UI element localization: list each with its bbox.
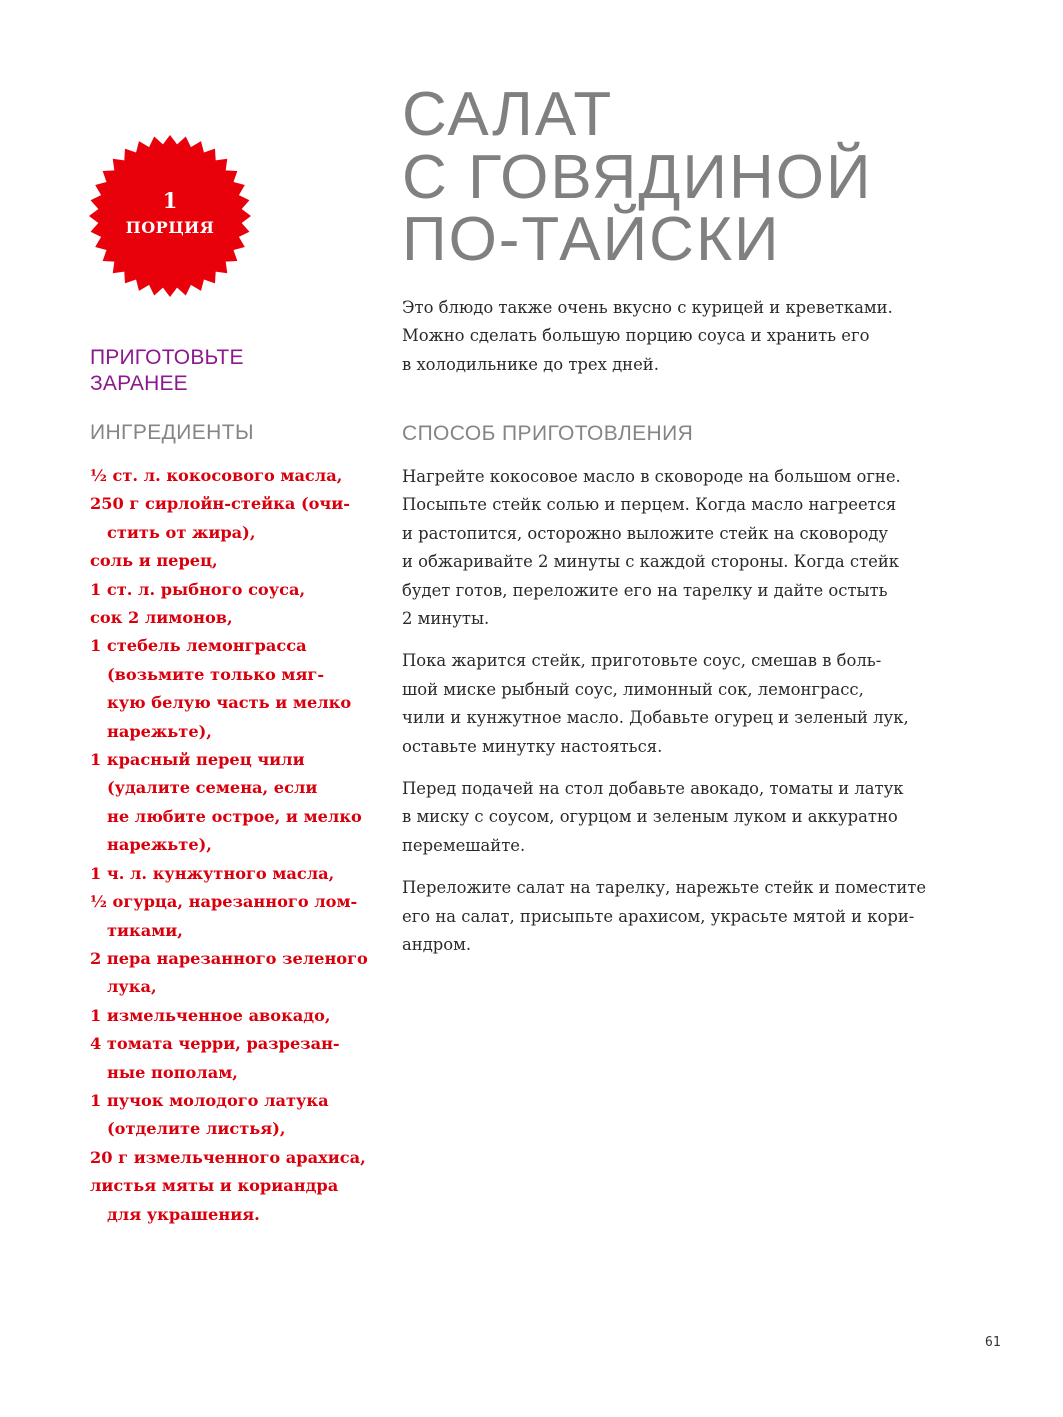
ingredient-item — [90, 632, 390, 746]
ingredient-line: 1 пучок молодого латука — [90, 1090, 329, 1110]
page-number: 61 — [985, 1335, 1001, 1350]
method-line: Переложите салат на тарелку, нарежьте стейк и поместите — [402, 878, 927, 898]
ingredient-item — [90, 1030, 390, 1087]
ingredient-line: ½ ст. л. кокосового масла, — [90, 466, 343, 485]
ingredient-line: 1 стебель лемонграсса — [90, 636, 307, 656]
ingredient-line: нарежьте), — [107, 721, 212, 741]
method-line: чили и кунжутное масло. Добавьте огурец и зеленый лук, — [402, 708, 909, 728]
prepare-ahead-line: ПРИГОТОВЬТЕ — [90, 346, 244, 369]
ingredient-item — [90, 1144, 390, 1172]
method-line: его на салат, присыпьте арахисом, украсьте мятой и кори- — [402, 906, 915, 926]
ingredient-item — [90, 1002, 390, 1030]
method-line: Перед подачей на стол добавьте авокадо, томаты и латук — [402, 779, 904, 799]
ingredient-line: тиками, — [107, 920, 183, 940]
ingredients-heading: ИНГРЕДИЕНТЫ — [90, 421, 254, 444]
method-line: и растопится, осторожно выложите стейк на сковороду — [402, 523, 889, 543]
ingredient-item — [90, 576, 390, 604]
ingredient-line: нарежьте), — [107, 835, 212, 855]
method-line: андром. — [402, 935, 472, 955]
ingredient-line: (возьмите только мяг- — [107, 664, 325, 684]
prepare-ahead-tag — [90, 345, 244, 397]
ingredient-item — [90, 547, 390, 575]
ingredient-item — [90, 945, 390, 1002]
ingredient-item — [90, 888, 390, 945]
intro-line: Можно сделать большую порцию соуса и хранить его — [402, 326, 870, 346]
method-line: в миску с соусом, огурцом и зеленым луком и аккуратно — [402, 807, 898, 827]
ingredient-item — [90, 860, 390, 888]
ingredient-line: кую белую часть и мелко — [107, 693, 352, 713]
method-step — [402, 775, 1012, 860]
ingredient-item — [90, 462, 390, 490]
method-steps — [402, 463, 1012, 974]
title-line: САЛАТ — [402, 80, 614, 149]
ingredient-line: 2 пера нарезанного зеленого — [90, 948, 368, 968]
method-line: Нагрейте кокосовое масло в сковороде на большом огне. — [402, 467, 901, 486]
servings-text — [88, 134, 252, 298]
method-line: оставьте минутку настояться. — [402, 736, 663, 756]
ingredient-line: стить от жира), — [107, 522, 256, 542]
ingredient-item — [90, 1087, 390, 1144]
recipe-intro — [402, 294, 1002, 379]
ingredient-line: 1 ч. л. кунжутного масла, — [90, 863, 335, 883]
ingredient-line: 1 измельченное авокадо, — [90, 1005, 331, 1025]
ingredient-line: не любите острое, и мелко — [107, 806, 362, 826]
ingredient-line: лука, — [107, 977, 157, 997]
ingredient-line: сок 2 лимонов, — [90, 608, 233, 628]
prepare-ahead-line: ЗАРАНЕЕ — [90, 372, 188, 395]
ingredient-line: 20 г измельченного арахиса, — [90, 1147, 366, 1167]
ingredient-line: ные пополам, — [107, 1062, 238, 1082]
ingredient-item — [90, 1172, 390, 1229]
method-step — [402, 647, 1012, 761]
servings-badge — [88, 134, 252, 298]
method-step — [402, 874, 1012, 959]
servings-number: 1 — [162, 188, 178, 213]
servings-label: ПОРЦИЯ — [125, 218, 215, 237]
intro-line: в холодильнике до трех дней. — [402, 354, 659, 374]
intro-line: Это блюдо также очень вкусно с курицей и креветками. — [402, 298, 893, 317]
method-line: шой миске рыбный соус, лимонный сок, лемонграсс, — [402, 679, 864, 699]
method-line: Посыпьте стейк солью и перцем. Когда масло нагреется — [402, 495, 897, 515]
recipe-title — [402, 80, 873, 274]
ingredient-line: 1 красный перец чили — [90, 750, 305, 770]
title-line: С ГОВЯДИНОЙ — [402, 142, 873, 212]
ingredient-line: ½ огурца, нарезанного лом- — [90, 892, 358, 912]
ingredients-list — [90, 462, 390, 1229]
ingredient-line: 1 ст. л. рыбного соуса, — [90, 579, 306, 599]
ingredient-line: 4 томата черри, разрезан- — [90, 1034, 340, 1054]
ingredient-line: (удалите семена, если — [107, 778, 318, 798]
method-step — [402, 463, 1012, 633]
method-line: будет готов, переложите его на тарелку и дайте остыть — [402, 580, 888, 600]
title-line: ПО-ТАЙСКИ — [402, 205, 781, 274]
method-line: Пока жарится стейк, приготовьте соус, смешав в боль- — [402, 651, 882, 671]
ingredient-line: соль и перец, — [90, 551, 218, 571]
ingredient-line: 250 г сирлойн-стейка (очи- — [90, 494, 350, 514]
ingredient-line: листья мяты и кориандра — [90, 1176, 339, 1196]
method-heading: СПОСОБ ПРИГОТОВЛЕНИЯ — [402, 422, 694, 445]
method-line: перемешайте. — [402, 835, 526, 855]
ingredient-item — [90, 746, 390, 860]
ingredient-line: для украшения. — [107, 1204, 260, 1224]
ingredient-item — [90, 604, 390, 632]
ingredient-item — [90, 490, 390, 547]
ingredient-line: (отделите листья), — [107, 1119, 286, 1139]
method-line: 2 минуты. — [402, 609, 490, 629]
method-line: и обжаривайте 2 минуты с каждой стороны. Когда стейк — [402, 552, 900, 572]
